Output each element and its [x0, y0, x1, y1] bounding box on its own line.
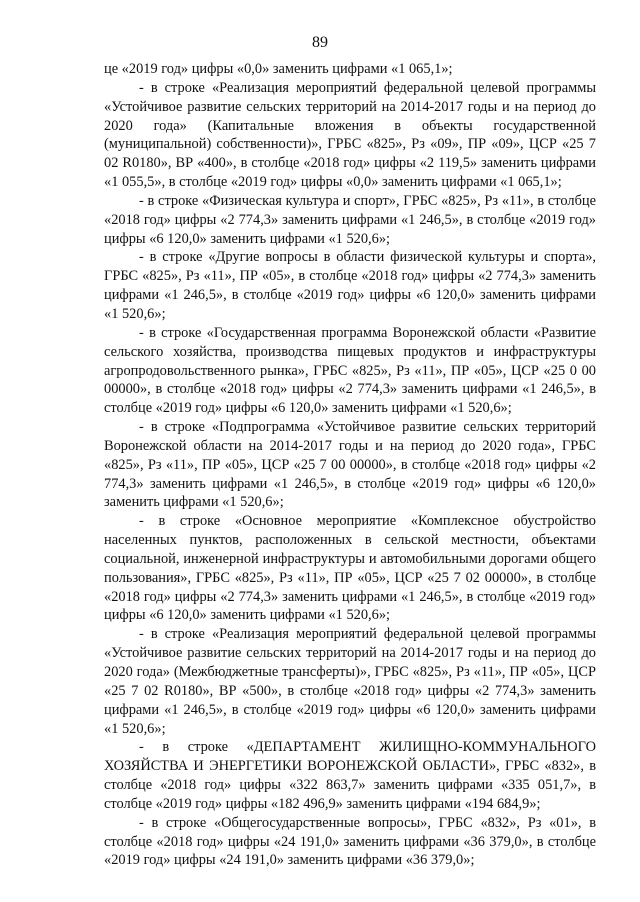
paragraph-subprogram-rural-development: - в строке «Подпрограмма «Устойчивое развитие сельских территорий Воронежской области на 2014-2017 годы и на период до 2020 года», ГРБС «825», Рз «11», ПР «05», ЦСР «25 7 00 00000», в столбце «2018 год» цифры «2 774,3» заменить цифрами «1 246,5», в столбце «2019 год» цифры «6 120,0» заменить цифрами «1 520,6»;	[104, 419, 596, 511]
paragraph-department-housing-energy: - в строке «ДЕПАРТАМЕНТ ЖИЛИЩНО-КОММУНАЛЬНОГО ХОЗЯЙСТВА И ЭНЕРГЕТИКИ ВОРОНЕЖСКОЙ ОБЛАСТИ», ГРБС «832», в столбце «2018 год» цифры «322 863,7» заменить цифрами «335 051,7», в столбце «2019 год» цифры «182 496,9» заменить цифрами «194 684,9»;	[104, 739, 596, 812]
paragraph-fcp-interbudget-transfers: - в строке «Реализация мероприятий федеральной целевой программы «Устойчивое развитие сельских территорий на 2014-2017 годы и на период до 2020 года» (Межбюджетные трансферты)», ГРБС «825», Рз «11», ПР «05», ЦСР «25 7 02 R0180», ВР «500», в столбце «2018 год» цифры «2 774,3» заменить цифрами «1 246,5», в столбце «2019 год» цифры «6 120,0» заменить цифрами «1 520,6»;	[104, 626, 596, 737]
paragraph-main-activity-settlements: - в строке «Основное мероприятие «Комплексное обустройство населенных пунктов, расположенных в сельской местности, объектами социальной, инженерной инфраструктуры и автомобильными дорогами общего пользования», ГРБС «825», Рз «11», ПР «05», ЦСР «25 7 02 00000», в столбце «2018 год» цифры «2 774,3» заменить цифрами «1 246,5», в столбце «2019 год» цифры «6 120,0» заменить цифрами «1 520,6»;	[104, 513, 596, 624]
paragraph-other-sport-questions: - в строке «Другие вопросы в области физической культуры и спорта», ГРБС «825», Рз «11», ПР «05», в столбце «2018 год» цифры «2 774,3» заменить цифрами «1 246,5», в столбце «2019 год» цифры «6 120,0» заменить цифрами «1 520,6»;	[104, 249, 596, 322]
paragraph-general-state-questions: - в строке «Общегосударственные вопросы», ГРБС «832», Рз «01», в столбце «2018 год» цифры «24 191,0» заменить цифрами «36 379,0», в столбце «2019 год» цифры «24 191,0» заменить цифрами «36 379,0»;	[104, 814, 596, 869]
paragraph-state-program-agriculture: - в строке «Государственная программа Воронежской области «Развитие сельского хозяйства, производства пищевых продуктов и инфраструктуры агропродовольственного рынка», ГРБС «825», Рз «11», ПР «05», ЦСР «25 0 00 00000», в столбце «2018 год» цифры «2 774,3» заменить цифрами «1 246,5», в столбце «2019 год» цифры «6 120,0» заменить цифрами «1 520,6»;	[104, 324, 596, 417]
page-number: 89	[312, 34, 328, 51]
paragraph-physical-culture-sport: - в строке «Физическая культура и спорт», ГРБС «825», Рз «11», в столбце «2018 год» цифры «2 774,3» заменить цифрами «1 246,5», в столбце «2019 год» цифры «6 120,0» заменить цифрами «1 520,6»;	[104, 192, 596, 247]
document-body	[104, 60, 596, 870]
paragraph-continuation: це «2019 год» цифры «0,0» заменить цифрами «1 065,1»;	[104, 61, 453, 77]
paragraph-fcp-capital-investments: - в строке «Реализация мероприятий федеральной целевой программы «Устойчивое развитие сельских территорий на 2014-2017 годы и на период до 2020 года» (Капитальные вложения в объекты государственной (муниципальной) собственности)», ГРБС «825», Рз «09», ПР «09», ЦСР «25 7 02 R0180», ВР «400», в столбце «2018 год» цифры «2 119,5» заменить цифрами «1 055,5», в столбце «2019 год» цифры «0,0» заменить цифрами «1 065,1»;	[104, 79, 596, 191]
